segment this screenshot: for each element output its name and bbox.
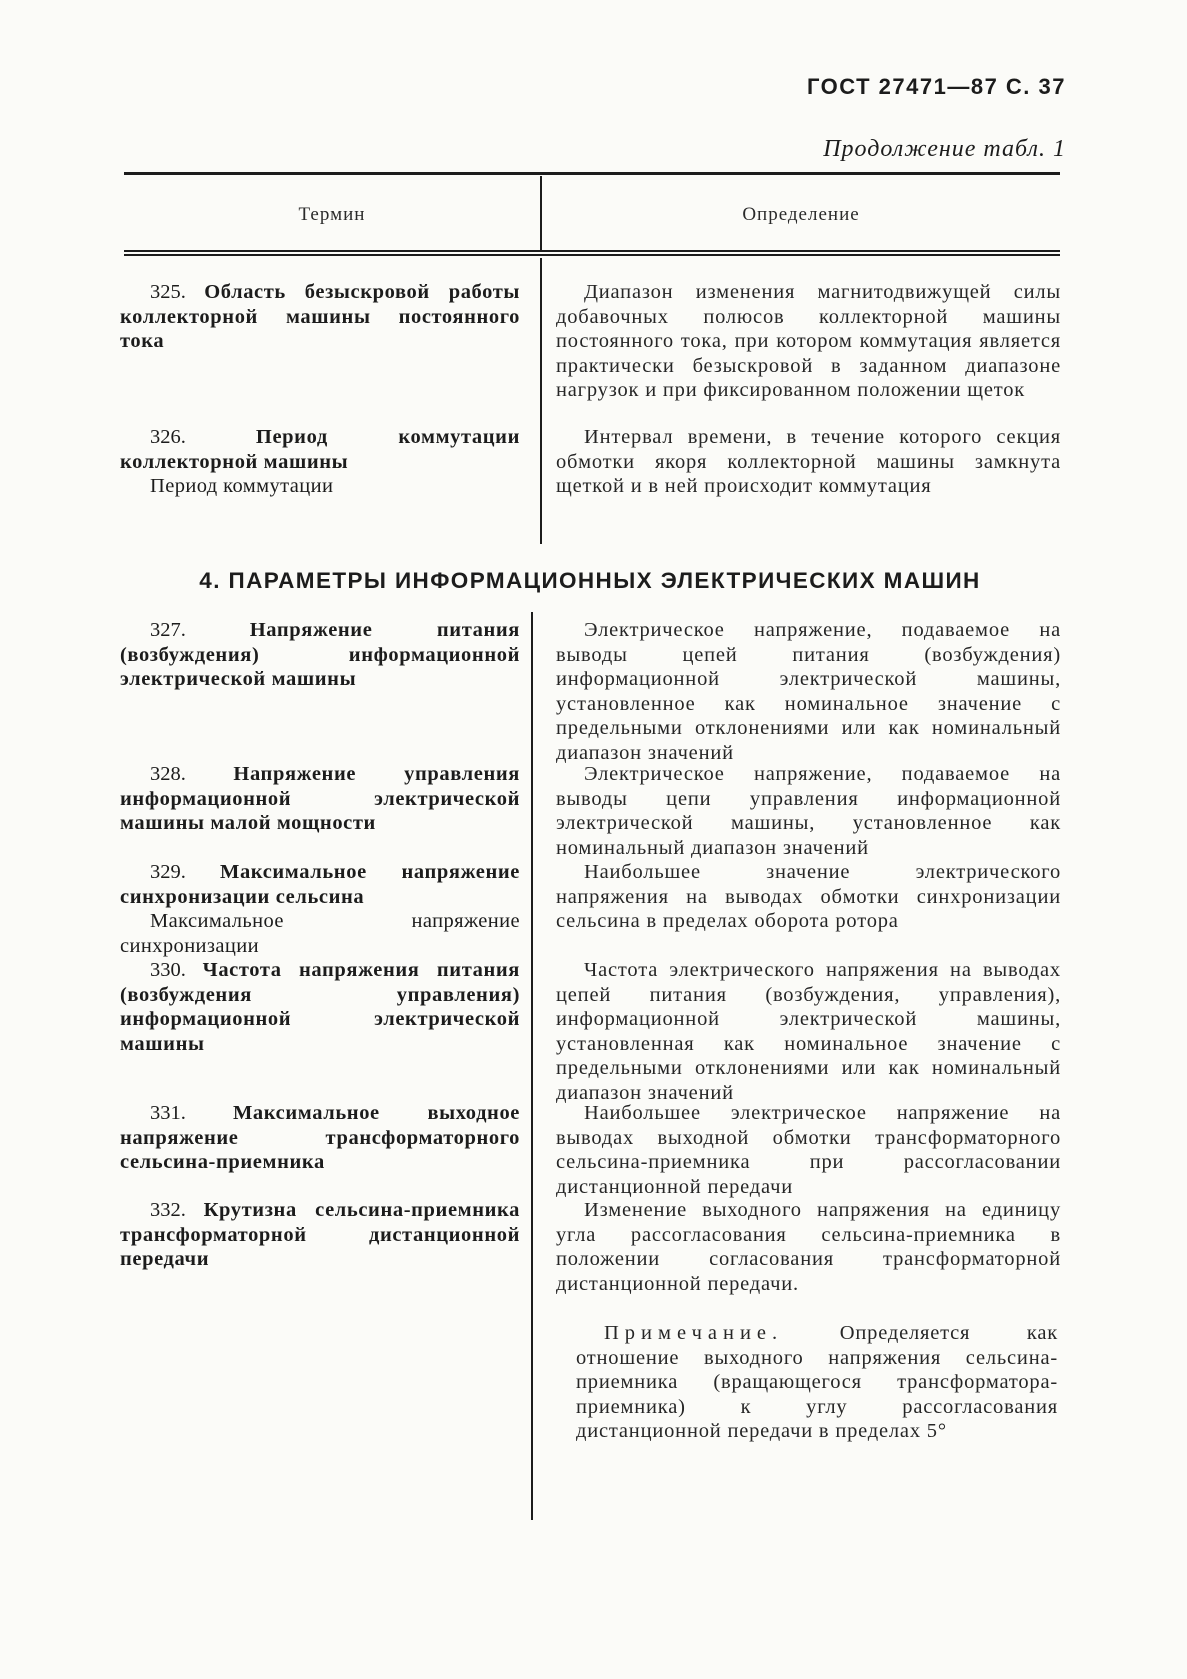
definition-327: Электрическое напряжение, подаваемое на выводы цепей питания (возбуждения) информационной электрической машины, установленное как номинальное значение с предельными отклонениями или как номинальный диапазон значений bbox=[556, 619, 1061, 764]
term-number: 327. bbox=[150, 619, 186, 641]
note-332 bbox=[576, 1321, 1058, 1444]
table-top-rule bbox=[124, 172, 1060, 175]
term-name: Область безыскровой работы коллекторной машины постоянного тока bbox=[120, 281, 520, 352]
column-divider-lower bbox=[531, 612, 533, 1520]
column-header-definition: Определение bbox=[742, 204, 860, 225]
note-text: Определяется как отношение выходного напряжения сельсина-приемника (вращающегося трансформатора-приемника) к углу рассогласования дистанционной передачи в пределах 5° bbox=[576, 1322, 1058, 1442]
term-short-form: Период коммутации bbox=[150, 475, 334, 497]
term-name: Крутизна сельсина-приемника трансформаторной дистанционной передачи bbox=[120, 1199, 520, 1270]
definition-326: Интервал времени, в течение которого секция обмотки якоря коллекторной машины замкнута щеткой и в ней происходит коммутация bbox=[556, 426, 1061, 497]
definition-329: Наибольшее значение электрического напряжения на выводах обмотки синхронизации сельсина в пределах оборота ротора bbox=[556, 861, 1061, 932]
term-short-form: Максимальное напряжение синхронизации bbox=[120, 910, 520, 957]
definition-328: Электрическое напряжение, подаваемое на выводы цепи управления информационной электрической машины, установленное как номинальный диапазон значений bbox=[556, 763, 1061, 859]
term-name: Максимальное напряжение синхронизации сельсина bbox=[120, 861, 520, 908]
term-number: 330. bbox=[150, 959, 186, 981]
definition-330: Частота электрического напряжения на выводах цепей питания (возбуждения, управления), информационной электрической машины, установленная как номинальное значение с предельными отклонениями или как номинальный диапазон значений bbox=[556, 959, 1061, 1104]
term-329 bbox=[120, 860, 520, 958]
table-header-rule-double bbox=[124, 254, 1060, 256]
page-header: ГОСТ 27471—87 С. 37 bbox=[806, 74, 1066, 99]
term-name: Период коммутации коллекторной машины bbox=[120, 426, 520, 473]
term-name: Максимальное выходное напряжение трансформаторного сельсина-приемника bbox=[120, 1102, 520, 1173]
note-lead: Примечание. bbox=[604, 1322, 784, 1344]
term-number: 328. bbox=[150, 763, 186, 785]
term-number: 329. bbox=[150, 861, 186, 883]
term-number: 326. bbox=[150, 426, 186, 448]
definition-325: Диапазон изменения магнитодвижущей силы добавочных полюсов коллекторной машины постоянного тока, при котором коммутация является практически безыскровой в заданном диапазоне нагрузок и при фиксированном положении щеток bbox=[556, 281, 1061, 401]
term-number: 331. bbox=[150, 1102, 186, 1124]
term-326 bbox=[120, 425, 520, 499]
term-name: Напряжение питания (возбуждения) информационной электрической машины bbox=[120, 619, 520, 690]
table-continuation-label: Продолжение табл. 1 bbox=[823, 136, 1066, 162]
column-divider-upper bbox=[540, 258, 542, 544]
term-331 bbox=[120, 1101, 520, 1175]
column-header-term: Термин bbox=[298, 204, 366, 225]
term-327 bbox=[120, 618, 520, 692]
term-name: Напряжение управления информационной электрической машины малой мощности bbox=[120, 763, 521, 834]
term-number: 332. bbox=[150, 1199, 186, 1221]
term-330 bbox=[120, 958, 520, 1056]
term-number: 325. bbox=[150, 281, 186, 303]
term-328 bbox=[120, 762, 520, 836]
table-header-rule bbox=[124, 250, 1060, 252]
term-name: Частота напряжения питания (возбуждения управления) информационной электрической машины bbox=[120, 959, 520, 1055]
definition-331: Наибольшее электрическое напряжение на выводах выходной обмотки трансформаторного сельсина-приемника при рассогласовании дистанционной передачи bbox=[556, 1102, 1061, 1198]
section-title: 4. ПАРАМЕТРЫ ИНФОРМАЦИОННЫХ ЭЛЕКТРИЧЕСКИХ МАШИН bbox=[199, 568, 981, 593]
term-332 bbox=[120, 1198, 520, 1272]
term-325 bbox=[120, 280, 520, 354]
definition-332: Изменение выходного напряжения на единицу угла рассогласования сельсина-приемника в положении согласования трансформаторной дистанционной передачи. bbox=[556, 1199, 1061, 1295]
